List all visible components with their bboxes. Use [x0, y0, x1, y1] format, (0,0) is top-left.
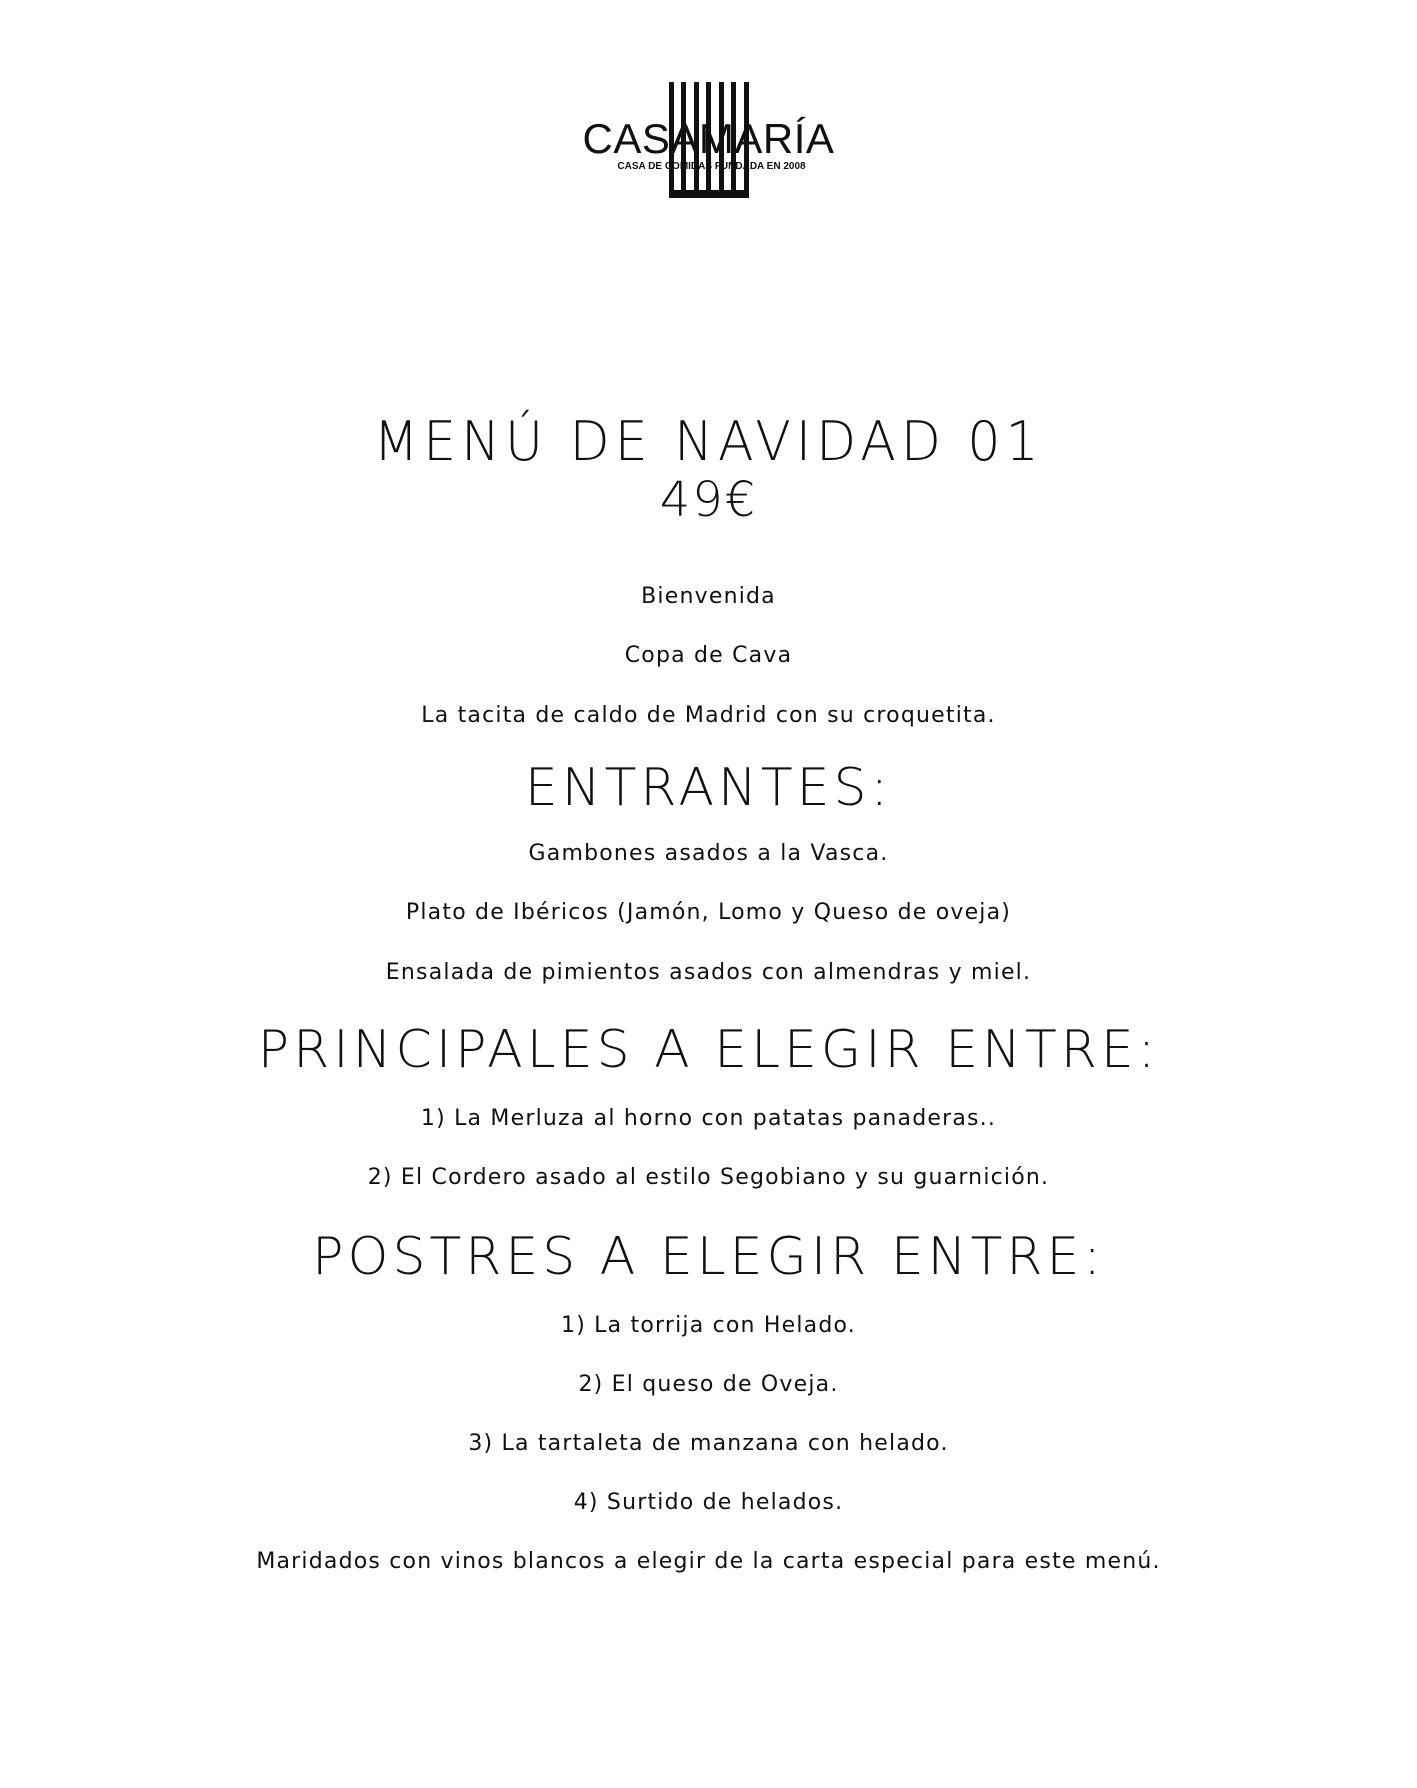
principal-item: 1) La Merluza al horno con patatas panaderas..: [420, 1106, 997, 1131]
menu-price: 49€: [659, 472, 758, 528]
entrantes-heading: ENTRANTES:: [524, 758, 893, 818]
principales-heading: PRINCIPALES A ELEGIR ENTRE:: [257, 1020, 1160, 1080]
entrante-item: Plato de Ibéricos (Jamón, Lomo y Queso de oveja): [405, 900, 1012, 925]
wine-pairing-note: Maridados con vinos blancos a elegir de la carta especial para este menú.: [256, 1549, 1161, 1574]
postre-item: 3) La tartaleta de manzana con helado.: [468, 1431, 949, 1456]
welcome-line: Bienvenida: [641, 584, 776, 609]
principal-item: 2) El Cordero asado al estilo Segobiano y su guarnición.: [367, 1165, 1050, 1190]
postre-item: 4) Surtido de helados.: [573, 1490, 844, 1515]
entrante-item: Ensalada de pimientos asados con almendras y miel.: [385, 960, 1032, 985]
postre-item: 1) La torrija con Helado.: [561, 1313, 856, 1338]
entrante-item: Gambones asados a la Vasca.: [528, 841, 889, 866]
postres-heading: POSTRES A ELEGIR ENTRE:: [312, 1227, 1105, 1287]
welcome-line: La tacita de caldo de Madrid con su croquetita.: [421, 703, 996, 728]
logo-name: CASAMARÍA: [582, 115, 835, 162]
postre-item: 2) El queso de Oveja.: [578, 1372, 839, 1397]
logo-tagline: CASA DE COMIDAS FUNDADA EN 2008: [617, 161, 806, 172]
welcome-line: Copa de Cava: [624, 643, 793, 668]
menu-title: MENÚ DE NAVIDAD 01: [373, 410, 1044, 474]
